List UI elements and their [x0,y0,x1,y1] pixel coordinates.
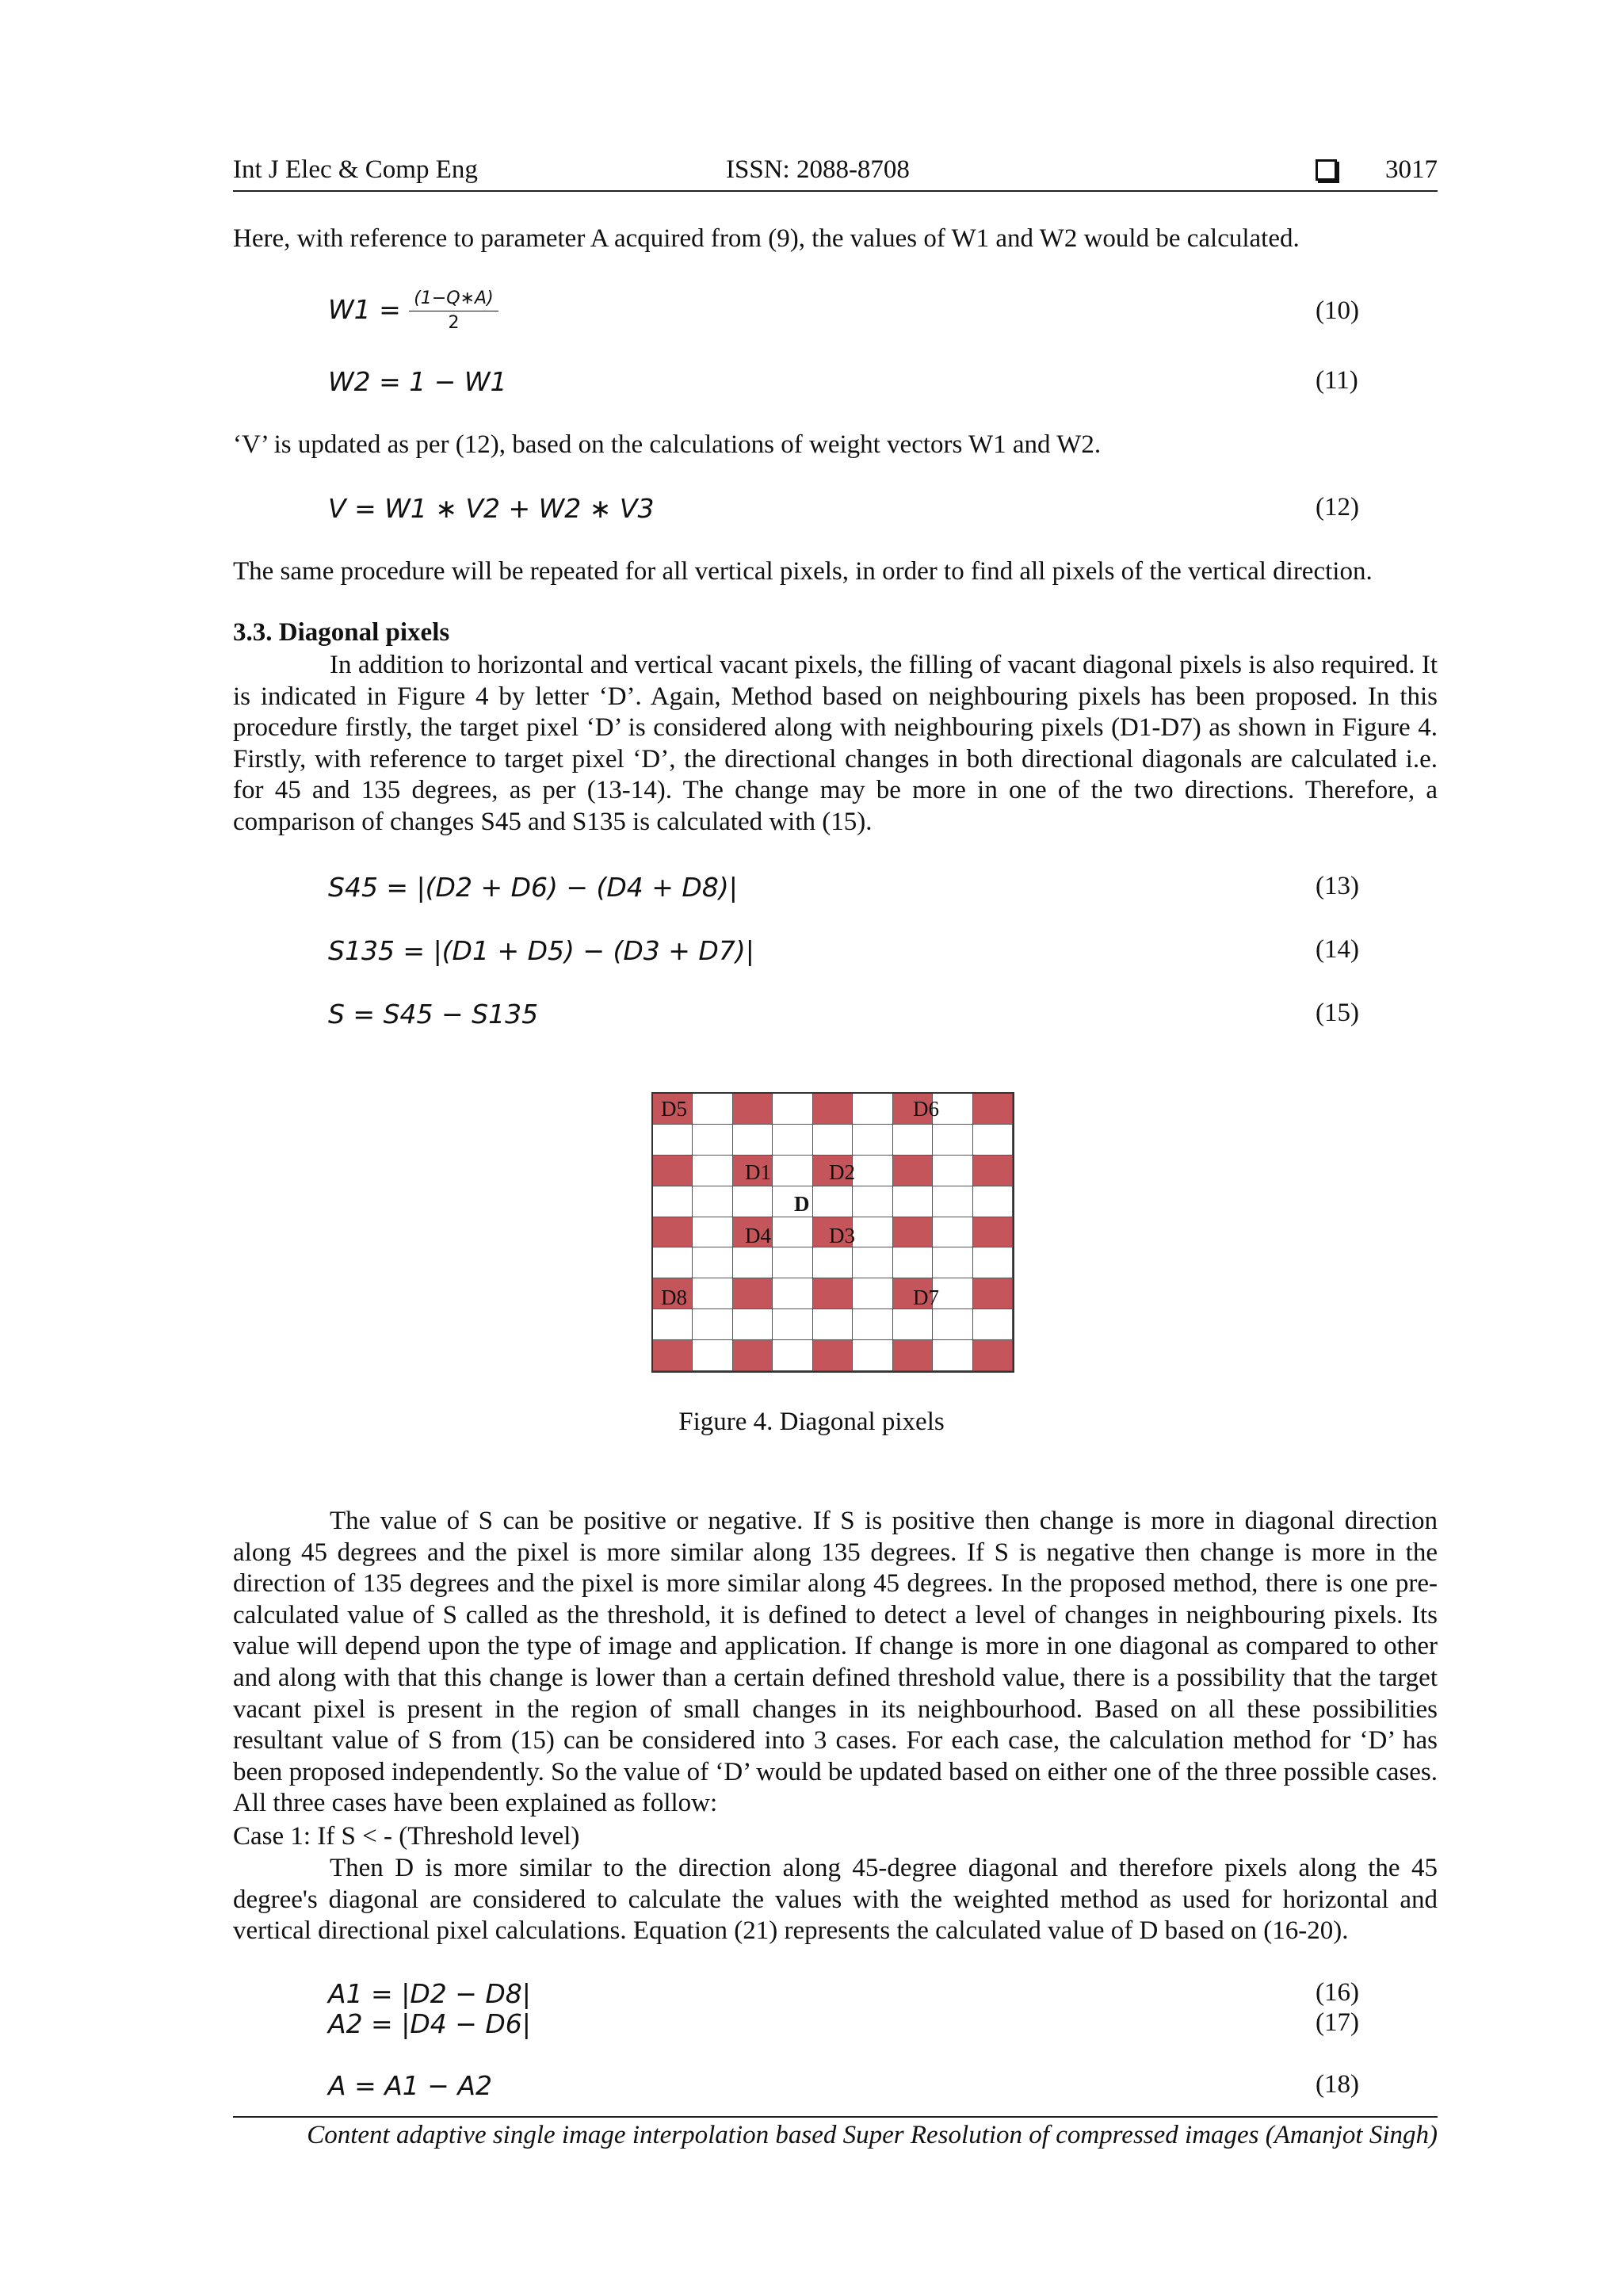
grid-cell [893,1217,933,1248]
vertical-paragraph: The same procedure will be repeated for all vertical pixels, in order to find all pixels of the vertical direction. [233,557,1373,586]
equation-10 [328,287,498,335]
grid-cell [893,1340,933,1371]
grid-cell [733,1278,773,1309]
equation-13-number: (13) [1316,872,1359,900]
grid-cell [893,1186,933,1217]
equation-17-number: (17) [1316,2008,1359,2037]
grid-cell [773,1340,812,1371]
grid-cell [813,1094,853,1125]
equation-10-denominator: 2 [448,313,460,333]
grid-cell [893,1309,933,1340]
label-d4: D4 [745,1224,771,1247]
grid-cell [733,1186,773,1217]
grid-cell [733,1247,773,1278]
page-header [233,155,1438,192]
equation-14: S135 = |(D1 + D5) − (D3 + D7)| [328,935,754,966]
grid-cell [653,1340,693,1371]
grid-cell [813,1125,853,1156]
grid-cell [813,1340,853,1371]
discussion-paragraph: The value of S can be positive or negative. If S is positive then change is more in diagonal direction along 45 degrees and the pixel is more similar along 135 degrees. If S is negative then change is more in the direction of 135 degrees and the pixel is more similar along 45 degrees. In the proposed method, there is one pre-calculated value of S called as the threshold, it is defined to detect a level of changes in neighbouring pixels. Its value will depend upon the type of image and application. If change is more in one diagonal as compared to other and along with that this change is lower than a certain defined threshold value, there is a possibility that the target vacant pixel is present in the region of small changes in its neighbourhood. Based on all these possibilities resultant value of S from (15) can be considered into 3 cases. For each case, the calculation method for ‘D’ has been proposed independently. So the value of ‘D’ would be updated based on either one of the three possible cases. All three cases have been explained as follow: [233,1507,1438,1818]
grid-cell [733,1125,773,1156]
grid-cell [773,1125,812,1156]
figure-caption: Figure 4. Diagonal pixels [678,1408,945,1436]
grid-cell [733,1309,773,1340]
grid-cell [693,1247,732,1278]
equation-18-number: (18) [1316,2070,1359,2099]
equation-11-number: (11) [1316,366,1358,395]
label-d1: D1 [745,1160,771,1184]
grid-cell [933,1156,972,1186]
grid-cell [773,1278,812,1309]
equation-15-number: (15) [1316,999,1359,1027]
grid-cell [773,1156,812,1186]
equation-18: A = A1 − A2 [328,2070,492,2101]
equation-11: W2 = 1 − W1 [328,366,507,397]
label-d6: D6 [913,1097,939,1121]
equation-12-number: (12) [1316,493,1359,521]
grid-cell [973,1217,1013,1248]
grid-cell [853,1094,892,1125]
grid-cell [773,1094,812,1125]
equation-12: V = W1 ∗ V2 + W2 ∗ V3 [328,493,655,524]
grid-cell [893,1125,933,1156]
section-body: In addition to horizontal and vertical vacant pixels, the filling of vacant diagonal pixels is also required. It is indicated in Figure 4 by letter ‘D’. Again, Method based on neighbouring pixels has been proposed. In this procedure firstly, the target pixel ‘D’ is considered along with neighbouring pixels (D1-D7) as shown in Figure 4. Firstly, with reference to target pixel ‘D’, the directional changes in both directional diagonals are calculated i.e. for 45 and 135 degrees, as per (13-14). The change may be more in one of the two directions. Therefore, a comparison of changes S45 and S135 is calculated with (15). [233,651,1438,836]
intro-paragraph: Here, with reference to parameter A acquired from (9), the values of W1 and W2 would be calculated. [233,224,1300,253]
equation-10-numerator: (1−Q∗A) [409,287,498,311]
grid-cell [853,1340,892,1371]
grid-cell [693,1340,732,1371]
equation-10-fraction [409,287,498,335]
diagonal-pixel-grid [651,1092,1014,1373]
page-number: 3017 [1385,155,1438,184]
label-d5: D5 [661,1097,687,1121]
section-title: 3.3. Diagonal pixels [233,618,450,647]
square-box-icon [1316,159,1337,181]
grid-cell [693,1094,732,1125]
grid-cell [693,1186,732,1217]
grid-cell [773,1309,812,1340]
grid-cell [653,1125,693,1156]
equation-17: A2 = |D4 − D6| [328,2008,531,2039]
grid-cell [853,1156,892,1186]
grid-cell [973,1278,1013,1309]
grid-cell [853,1217,892,1248]
label-d2: D2 [829,1160,855,1184]
grid-cell [933,1340,972,1371]
label-d7: D7 [913,1286,939,1309]
label-d3: D3 [829,1224,855,1247]
journal-name: Int J Elec & Comp Eng [233,155,478,184]
grid-cell [853,1125,892,1156]
grid-cell [653,1247,693,1278]
grid-cell [653,1217,693,1248]
grid-cell [653,1309,693,1340]
grid-cell [973,1125,1013,1156]
grid-cell [813,1278,853,1309]
grid-cell [973,1247,1013,1278]
issn: ISSN: 2088-8708 [726,155,910,184]
grid-cell [693,1156,732,1186]
equation-15: S = S45 − S135 [328,999,539,1030]
grid-cell [893,1247,933,1278]
grid-cell [693,1309,732,1340]
grid-cell [933,1186,972,1217]
equation-10-number: (10) [1316,296,1359,325]
grid-cell [733,1340,773,1371]
grid-cell [973,1186,1013,1217]
case-1-body: Then D is more similar to the direction along 45-degree diagonal and therefore pixels along the 45 degree's diagonal are considered to calculate the values with the weighted method as used for horizontal and vertical directional pixel calculations. Equation (21) represents the calculated value of D based on (16-20). [233,1854,1438,1946]
grid-cell [933,1125,972,1156]
page-footer: Content adaptive single image interpolation based Super Resolution of compressed images (Amanjot Singh) [307,2121,1438,2149]
equation-16: A1 = |D2 − D8| [328,1978,531,2009]
grid-cell [893,1156,933,1186]
grid-cell [733,1094,773,1125]
label-d: D [794,1192,810,1216]
grid-cell [933,1309,972,1340]
grid-cell [693,1217,732,1248]
grid-cell [853,1186,892,1217]
grid-cell [973,1340,1013,1371]
grid-cell [693,1278,732,1309]
v-update-paragraph: ‘V’ is updated as per (12), based on the calculations of weight vectors W1 and W2. [233,430,1102,459]
grid-cell [653,1186,693,1217]
grid-cell [813,1309,853,1340]
grid-cell [853,1309,892,1340]
equation-10-lhs: W1 = [328,294,410,325]
grid-cell [653,1156,693,1186]
equation-13: S45 = |(D2 + D6) − (D4 + D8)| [328,872,738,903]
grid-cell [973,1156,1013,1186]
grid-cell [693,1125,732,1156]
grid-cell [853,1247,892,1278]
grid-cell [973,1309,1013,1340]
footer-divider [233,2116,1438,2118]
grid-cell [773,1217,812,1248]
grid-cell [933,1247,972,1278]
equation-14-number: (14) [1316,935,1359,964]
grid-cell [933,1217,972,1248]
grid-cell [853,1278,892,1309]
equation-16-number: (16) [1316,1978,1359,2007]
grid-cell [813,1186,853,1217]
label-d8: D8 [661,1286,687,1309]
grid-cell [773,1247,812,1278]
case-1-title: Case 1: If S < - (Threshold level) [233,1822,580,1851]
grid-cell [973,1094,1013,1125]
grid-cell [813,1247,853,1278]
